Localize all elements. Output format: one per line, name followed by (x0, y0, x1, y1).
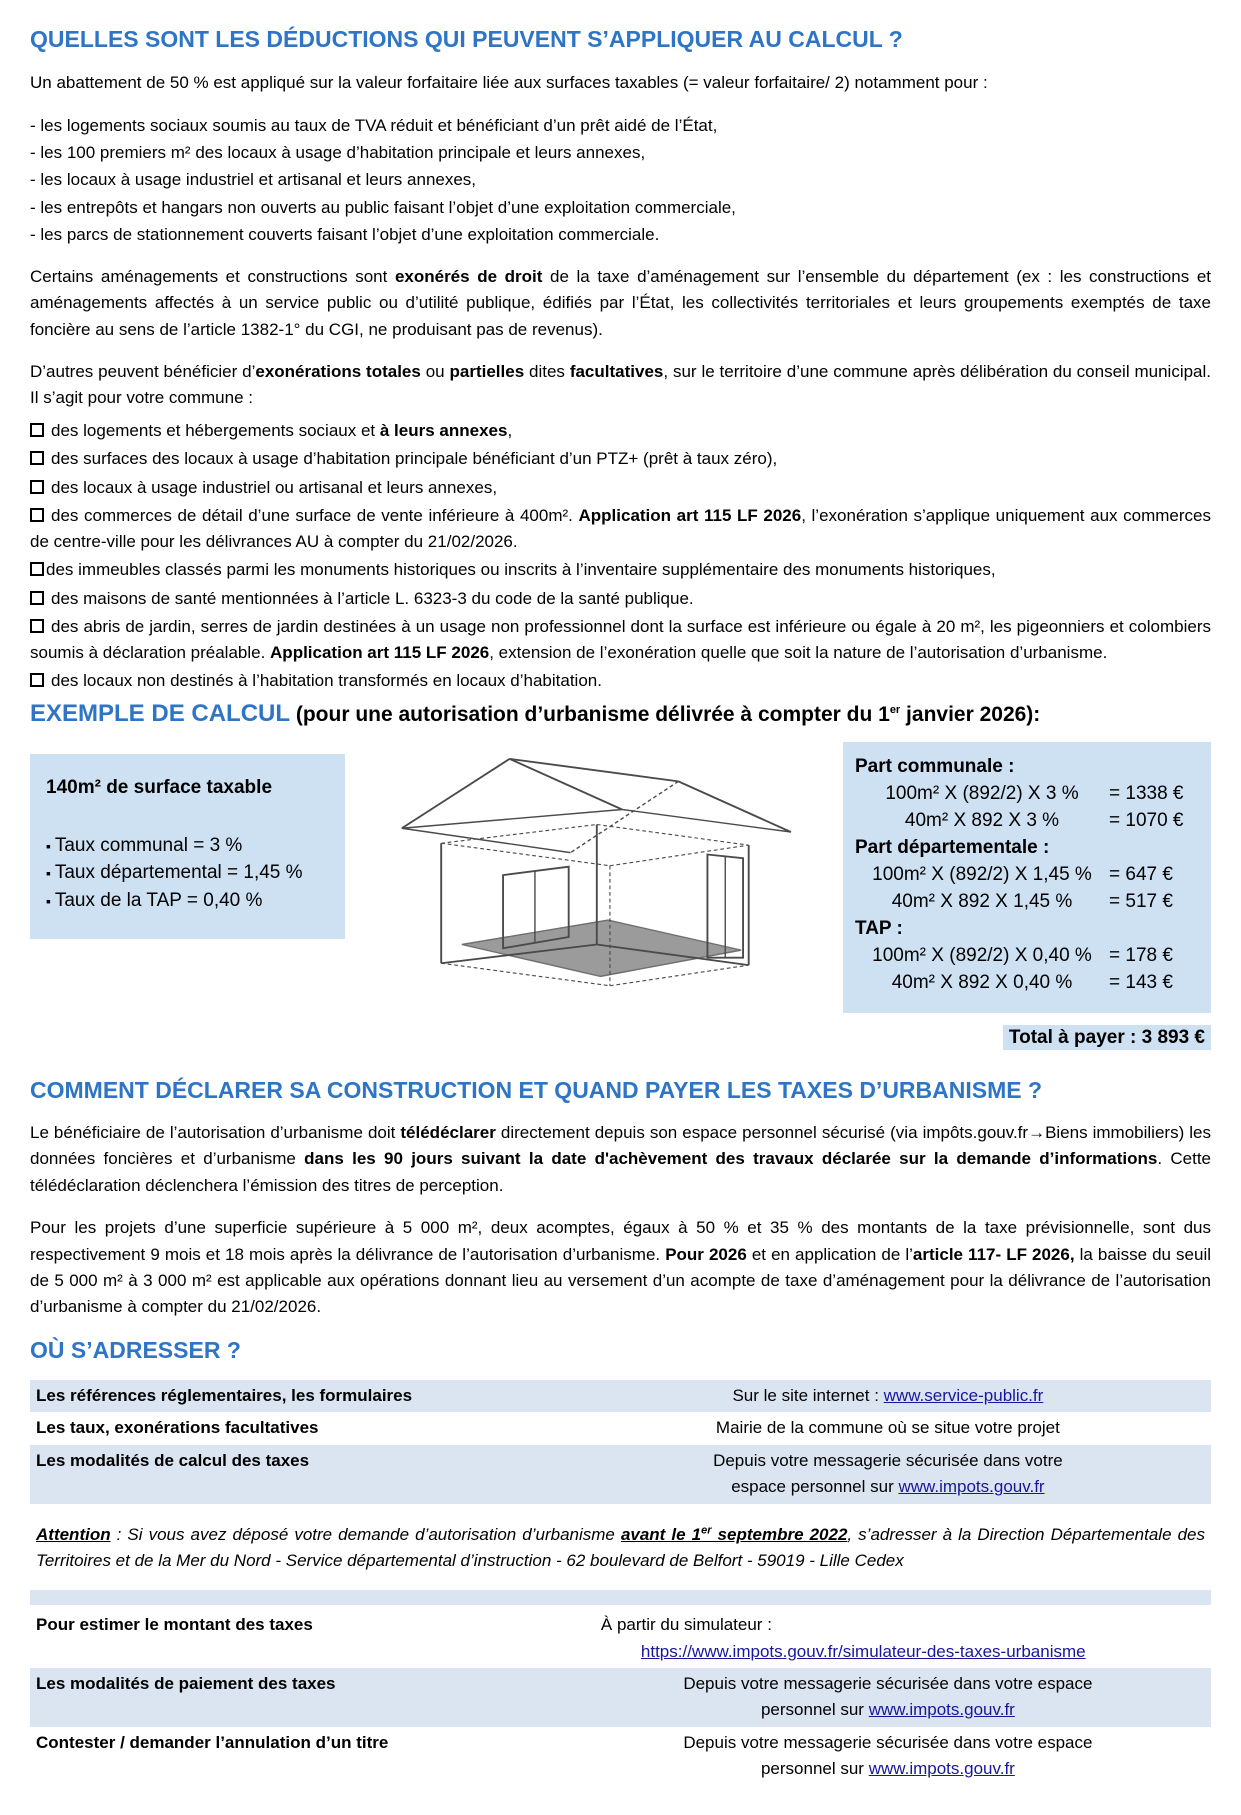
table-row (30, 1727, 1211, 1786)
address-table (30, 1380, 1211, 1785)
row-value: Sur le site internet : www.service-public.fr (732, 1386, 1044, 1406)
checkbox-item: des surfaces des locaux à usage d’habitation principale bénéficiant d’un PTZ+ (prêt à taux zéro), (30, 446, 1211, 472)
exemple-heading-subtitle: (pour une autorisation d’urbanisme délivrée à compter du 1er janvier 2026): (290, 702, 1041, 726)
checkbox-item: des commerces de détail d’une surface de vente inférieure à 400m². Application art 115 LF 2026, l’exonération s’applique uniquement aux commerces de centre-ville pour les délivrances AU à compter du 21/02/2026. (30, 506, 1211, 551)
row-label: Les références réglementaires, les formulaires (36, 1386, 413, 1406)
checkbox-icon (30, 673, 44, 687)
rate-item: ▪ Taux communal = 3 % (46, 832, 329, 860)
surface-box-title: 140m² de surface taxable (46, 777, 273, 799)
dash-item: - les entrepôts et hangars non ouverts au public faisant l’objet d’une exploitation commerciale, (30, 197, 736, 217)
table-row (30, 1445, 1211, 1504)
rate-item: ▪ Taux de la TAP = 0,40 % (46, 887, 329, 915)
row-label: Les taux, exonérations facultatives (36, 1418, 319, 1438)
row-value: À partir du simulateur : https://www.impots.gouv.fr/simulateur-des-taxes-urbanisme (600, 1615, 1086, 1661)
calc-group-title: Part communale : (855, 756, 1015, 778)
calc-group-title: TAP : (855, 918, 903, 940)
section-title-adresser: OÙ S’ADRESSER ? (30, 1336, 241, 1363)
dash-item: - les locaux à usage industriel et artisanal et leurs annexes, (30, 170, 477, 190)
table-row (30, 1609, 1211, 1668)
table-row (30, 1412, 1211, 1444)
checkbox-item: des locaux non destinés à l’habitation transformés en locaux d’habitation. (30, 668, 1211, 694)
row-value: Depuis votre messagerie sécurisée dans votre espace personnel sur www.impots.gouv.fr (713, 1450, 1063, 1497)
calc-row: 100m² X (892/2) X 3 % = 1338 € (885, 783, 1184, 805)
dash-item: - les logements sociaux soumis au taux de TVA réduit et bénéficiant d’un prêt aidé de l’État, (30, 115, 718, 135)
dash-item: - les 100 premiers m² des locaux à usage d’habitation principale et leurs annexes, (30, 143, 646, 163)
row-value: Depuis votre messagerie sécurisée dans votre espace personnel sur www.impots.gouv.fr (683, 1732, 1093, 1778)
attention-note: Attention : Si vous avez déposé votre demande d’autorisation d’urbanisme avant le 1er septembre 2022, s’adresser à la Direction Départementale des Territoires et de la Mer du Nord - Service départemental d’instruction - 62 boulevard de Belfort - 59019 - Lille Cedex (36, 1523, 1205, 1570)
checkbox-item: des maisons de santé mentionnées à l’article L. 6323-3 du code de la santé publique. (30, 586, 1211, 612)
impots-gouv-link[interactable]: www.impots.gouv.fr (868, 1700, 1015, 1720)
checkbox-icon (30, 591, 44, 605)
dash-list (30, 112, 1211, 248)
paragraph-exoneres-de-droit: Certains aménagements et constructions sont exonérés de droit de la taxe d’aménagement sur l’ensemble du département (ex : les constructions et aménagements affectés à un service public ou d’utilité publique, édifiés par l’État, les collectivités territoriales et leurs groupements exemptés de taxe foncière au sens de l’article 1382-1° du CGI, ne produisant pas de revenus). (30, 266, 1211, 339)
checkbox-item: des locaux à usage industriel ou artisanal et leurs annexes, (30, 475, 1211, 501)
paragraph-exonerations-facultatives: D’autres peuvent bénéficier d’exonérations totales ou partielles dites facultatives, sur le territoire d’une commune après délibération du conseil municipal. Il s’agit pour votre commune : (30, 361, 1212, 408)
rate-item: ▪ Taux départemental = 1,45 % (46, 859, 329, 887)
checkbox-item: des immeubles classés parmi les monuments historiques ou inscrits à l’inventaire supplémentaire des monuments historiques, (30, 557, 1211, 583)
calc-row: 100m² X (892/2) X 0,40 % = 178 € (872, 945, 1173, 967)
checkbox-icon (30, 451, 44, 465)
dash-item: - les parcs de stationnement couverts faisant l’objet d’une exploitation commerciale. (30, 224, 660, 244)
impots-gouv-link[interactable]: www.impots.gouv.fr (868, 1758, 1015, 1778)
calc-group-title: Part départementale : (855, 837, 1050, 859)
calc-row: 40m² X 892 X 1,45 % = 517 € (891, 891, 1173, 913)
table-row (30, 1668, 1211, 1727)
checkbox-item: des logements et hébergements sociaux et à leurs annexes, (30, 418, 1211, 444)
calc-row: 100m² X (892/2) X 1,45 % = 647 € (872, 864, 1173, 886)
checkbox-list (30, 418, 1211, 694)
row-label: Pour estimer le montant des taxes (36, 1615, 313, 1635)
section-title-deductions: QUELLES SONT LES DÉDUCTIONS QUI PEUVENT S’APPLIQUER AU CALCUL ? (30, 26, 903, 52)
total-badge: Total à payer : 3 893 € (1003, 1025, 1211, 1050)
section-title-exemple (30, 700, 1211, 729)
impots-gouv-link[interactable]: www.impots.gouv.fr (898, 1477, 1045, 1497)
checkbox-icon (30, 508, 44, 522)
row-value: Depuis votre messagerie sécurisée dans votre espace personnel sur www.impots.gouv.fr (683, 1673, 1093, 1720)
house-sketch-svg (379, 742, 809, 1042)
paragraph-teledeclarer: Le bénéficiaire de l’autorisation d’urbanisme doit télédéclarer directement depuis son espace personnel sécurisé (via impôts.gouv.fr→Biens immobiliers) les données foncières et d’urbanisme dans les 90 jours suivant la date d'achèvement des travaux déclarée sur la demande d’informations. Cette télédéclaration déclenchera l’émission des titres de perception. (30, 1123, 1211, 1195)
house-illustration (345, 742, 843, 1042)
simulateur-link[interactable]: https://www.impots.gouv.fr/simulateur-des-taxes-urbanisme (640, 1641, 1086, 1661)
checkbox-icon (30, 562, 44, 576)
calculation-column (843, 742, 1211, 1054)
row-value: Mairie de la commune où se situe votre projet (715, 1418, 1060, 1438)
service-public-link[interactable]: www.service-public.fr (883, 1386, 1044, 1406)
row-label: Contester / demander l’annulation d’un titre (36, 1732, 389, 1752)
intro-paragraph: Un abattement de 50 % est appliqué sur la valeur forfaitaire liée aux surfaces taxables (= valeur forfaitaire/ 2) notamment pour : (30, 72, 988, 92)
row-label: Les modalités de paiement des taxes (36, 1673, 336, 1693)
surface-taxable-box (30, 754, 345, 938)
total-line (843, 1023, 1211, 1052)
row-label: Les modalités de calcul des taxes (36, 1450, 310, 1470)
checkbox-item: des abris de jardin, serres de jardin destinées à un usage non professionnel dont la surface est inférieure ou égale à 20 m², les pigeonniers et colombiers soumis à déclaration préalable. Application art 115 LF 2026, extension de l’exonération quelle que soit la nature de l’autorisation d’urbanisme. (30, 617, 1211, 662)
example-section (30, 742, 1211, 1054)
calculation-box (843, 742, 1211, 1013)
paragraph-acomptes: Pour les projets d’une superficie supérieure à 5 000 m², deux acomptes, égaux à 50 % et 35 % des montants de la taxe prévisionnelle, sont dus respectivement 9 mois et 18 mois après la délivrance de l’autorisation d’urbanisme. Pour 2026 et en application de l’article 117- LF 2026, la baisse du seuil de 5 000 m² à 3 000 m² est applicable aux opérations donnant lieu au versement d’un acompte de taxe d’aménagement pour la délivrance de l’autorisation d’urbanisme à compter du 21/02/2026. (30, 1218, 1212, 1317)
table-spacer-row (30, 1590, 1211, 1605)
calc-row: 40m² X 892 X 0,40 % = 143 € (891, 972, 1173, 994)
checkbox-icon (30, 480, 44, 494)
exemple-heading-blue: EXEMPLE DE CALCUL (30, 699, 291, 727)
calc-row: 40m² X 892 X 3 % = 1070 € (904, 810, 1184, 832)
checkbox-icon (30, 423, 44, 437)
table-row (30, 1380, 1211, 1412)
checkbox-icon (30, 619, 44, 633)
section-title-declarer: COMMENT DÉCLARER SA CONSTRUCTION ET QUAND PAYER LES TAXES D’URBANISME ? (30, 1076, 1043, 1103)
